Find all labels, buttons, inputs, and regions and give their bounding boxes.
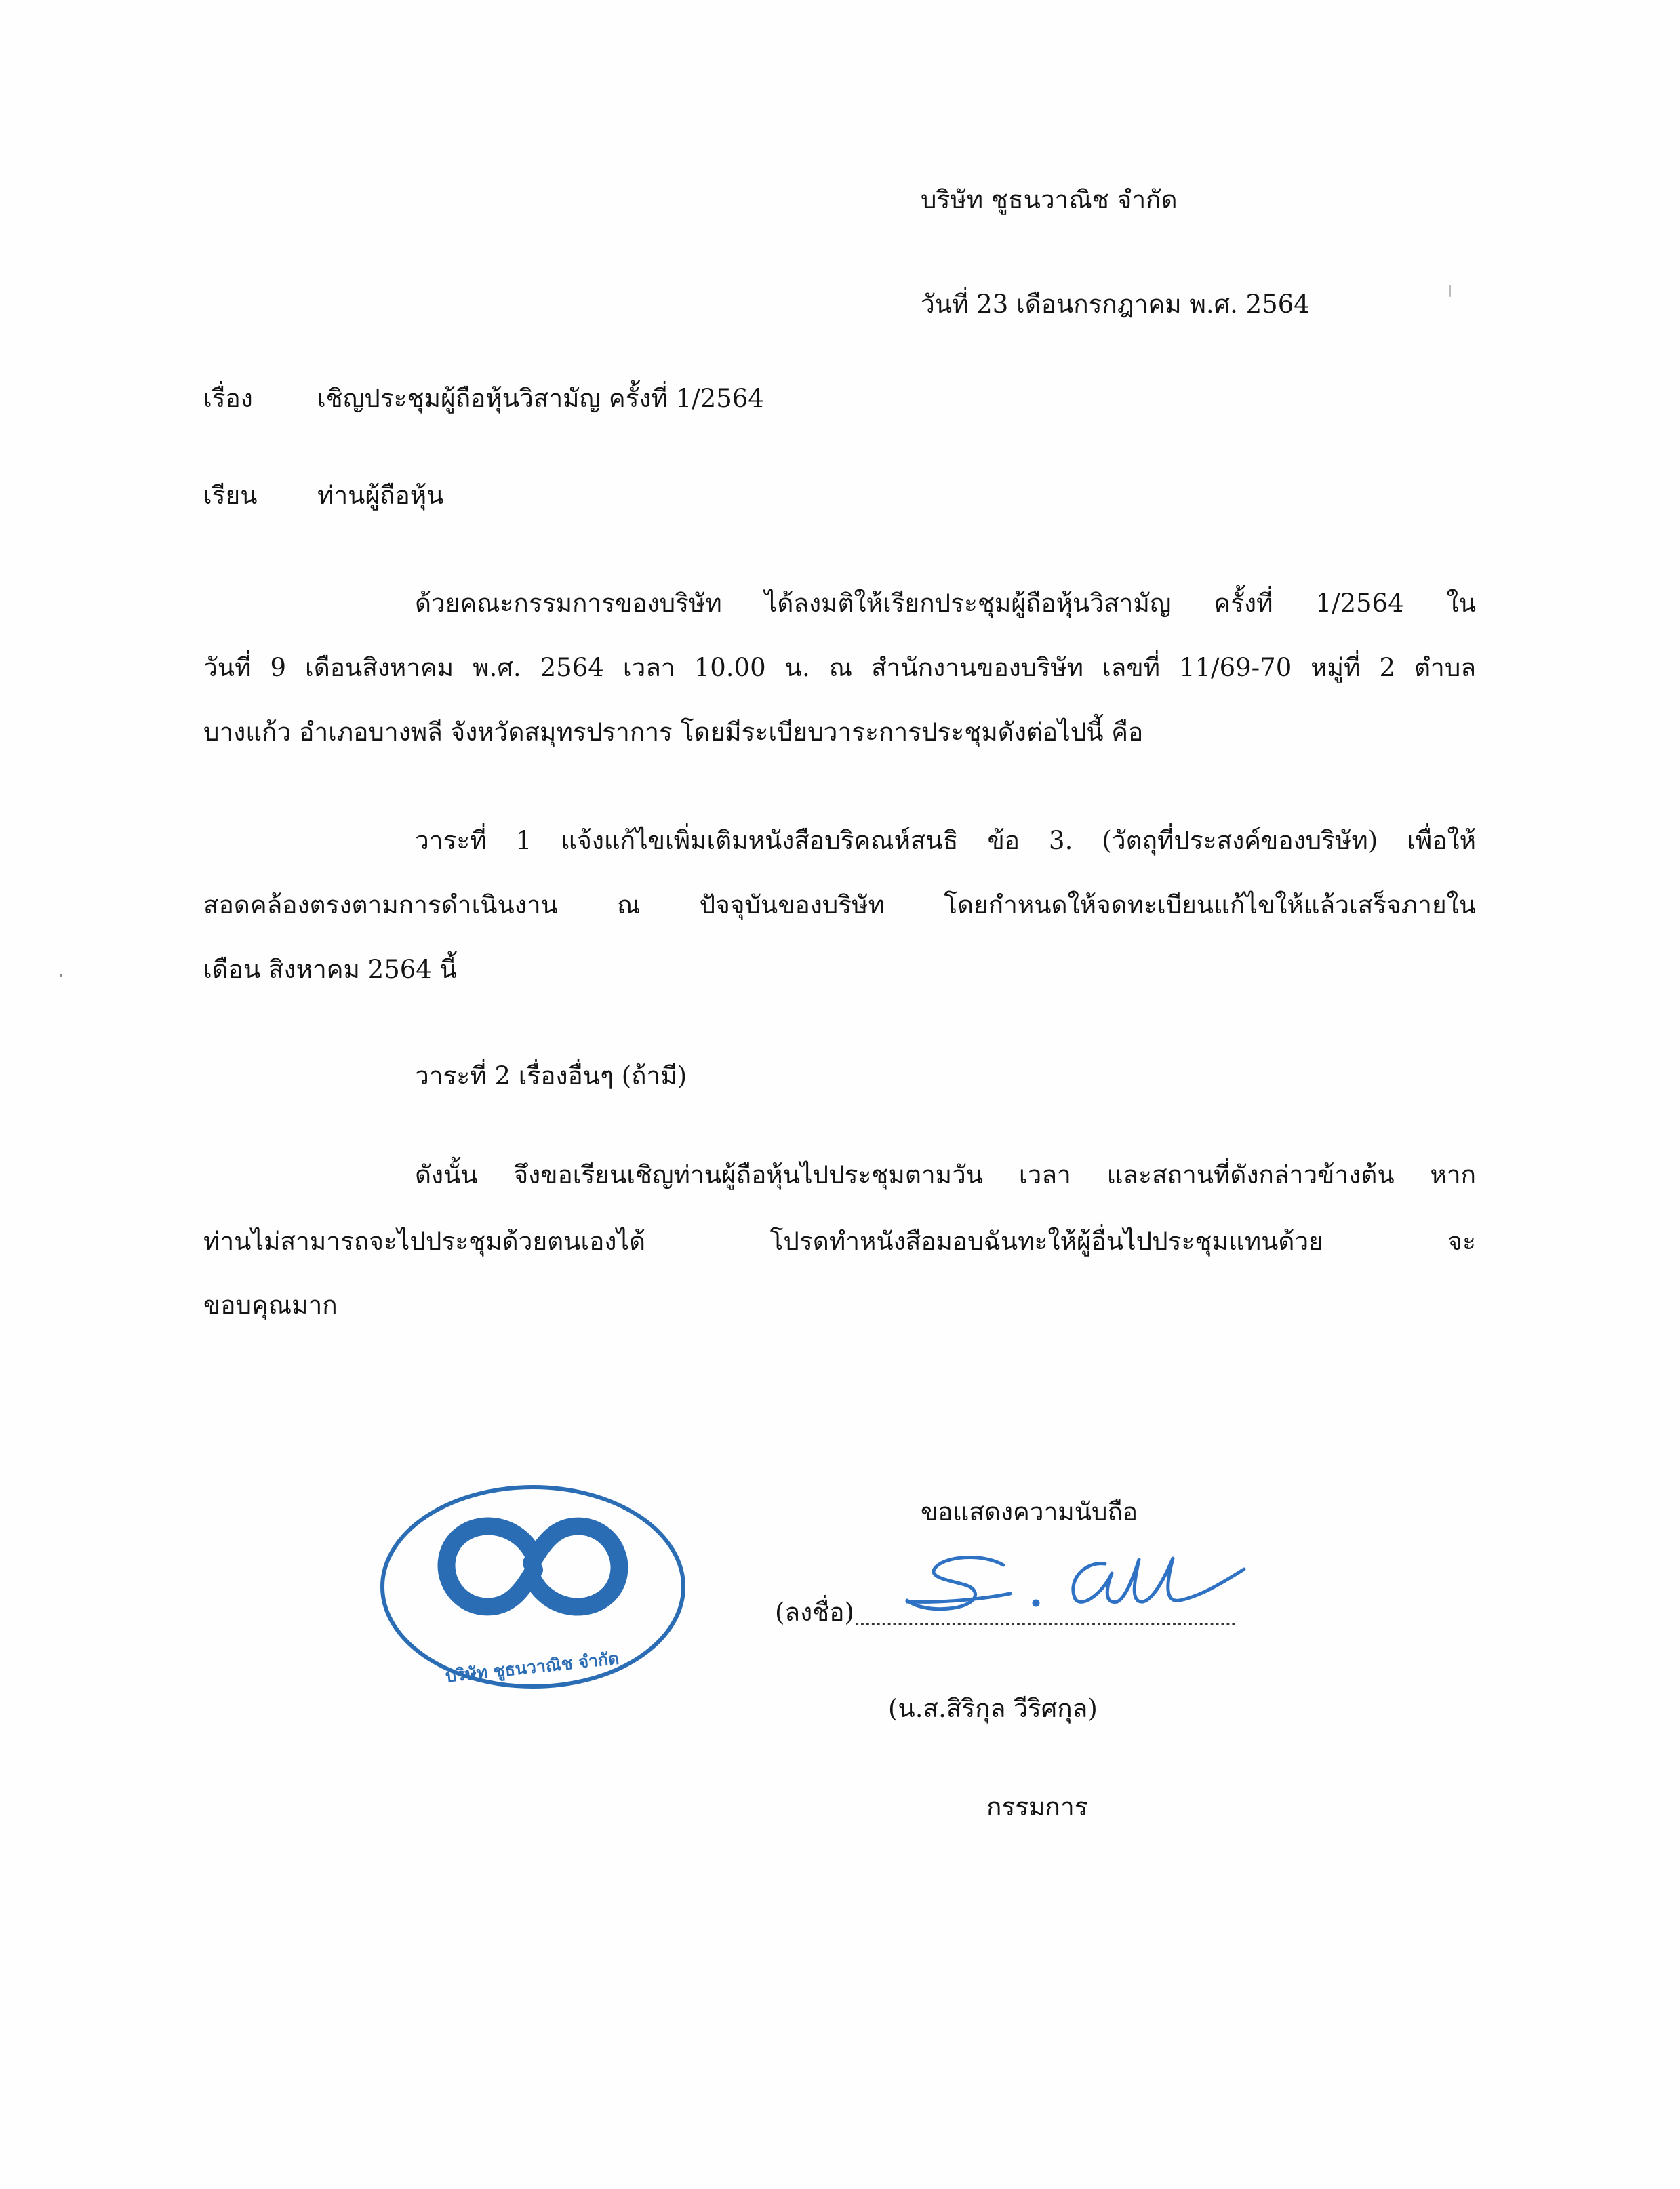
subject-text: เชิญประชุมผู้ถือหุ้นวิสามัญ ครั้งที่ 1/2564: [317, 384, 764, 413]
recipient-label: เรียน: [203, 481, 258, 510]
sign-label: (ลงชื่อ): [775, 1598, 854, 1627]
agenda2-line: วาระที่ 2 เรื่องอื่นๆ (ถ้ามี): [415, 1061, 687, 1090]
recipient-text: ท่านผู้ถือหุ้น: [317, 481, 444, 510]
handwritten-signature: [902, 1546, 1254, 1621]
letter-date: วันที่ 23 เดือนกรกฎาคม พ.ศ. 2564: [921, 290, 1310, 319]
para1-line1: ด้วยคณะกรรมการของบริษัท ได้ลงมติให้เรียกประชุมผู้ถือหุ้นวิสามัญ ครั้งที่ 1/2564 ใน: [415, 589, 1476, 618]
company-stamp: [377, 1482, 689, 1692]
signer-title: กรรมการ: [986, 1792, 1088, 1821]
closing-para-line3: ขอบคุณมาก: [203, 1290, 338, 1320]
regards-text: ขอแสดงความนับถือ: [921, 1497, 1138, 1526]
closing-para-line2: ท่านไม่สามารถจะไปประชุมด้วยตนเองได้ โปรดทำหนังสือมอบฉันทะให้ผู้อื่นไปประชุมแทนด้วย จะ: [203, 1227, 1476, 1256]
agenda1-line2: สอดคล้องตรงตามการดำเนินงาน ณ ปัจจุบันของบริษัท โดยกำหนดให้จดทะเบียนแก้ไขให้แล้วเสร็จภายใน: [203, 890, 1476, 920]
para1-line2: วันที่ 9 เดือนสิงหาคม พ.ศ. 2564 เวลา 10.00 น. ณ สำนักงานของบริษัท เลขที่ 11/69-70 หมู่ที่ 2 ตำบล: [203, 653, 1476, 682]
agenda1-line3: เดือน สิงหาคม 2564 นี้: [203, 955, 457, 984]
scan-speck: [1449, 285, 1451, 297]
subject-label: เรื่อง: [203, 384, 253, 413]
scan-speck: [60, 974, 62, 977]
agenda1-line1: วาระที่ 1 แจ้งแก้ไขเพิ่มเติมหนังสือบริคณห์สนธิ ข้อ 3. (วัตถุที่ประสงค์ของบริษัท) เพื่อให้: [415, 826, 1476, 855]
signer-name: (น.ส.สิริกุล วีริศกุล): [888, 1694, 1098, 1723]
company-name: บริษัท ชูธนวาณิช จำกัด: [921, 185, 1178, 214]
signature-line: [856, 1623, 1235, 1625]
para1-line3: บางแก้ว อำเภอบางพลี จังหวัดสมุทรปราการ โดยมีระเบียบวาระการประชุมดังต่อไปนี้ คือ: [203, 717, 1144, 747]
stamp-text: บริษัท ชูธนวาณิช จำกัด: [444, 1648, 620, 1687]
closing-para-line1: ดังนั้น จึงขอเรียนเชิญท่านผู้ถือหุ้นไปประชุมตามวัน เวลา และสถานที่ดังกล่าวข้างต้น หาก: [415, 1160, 1476, 1189]
